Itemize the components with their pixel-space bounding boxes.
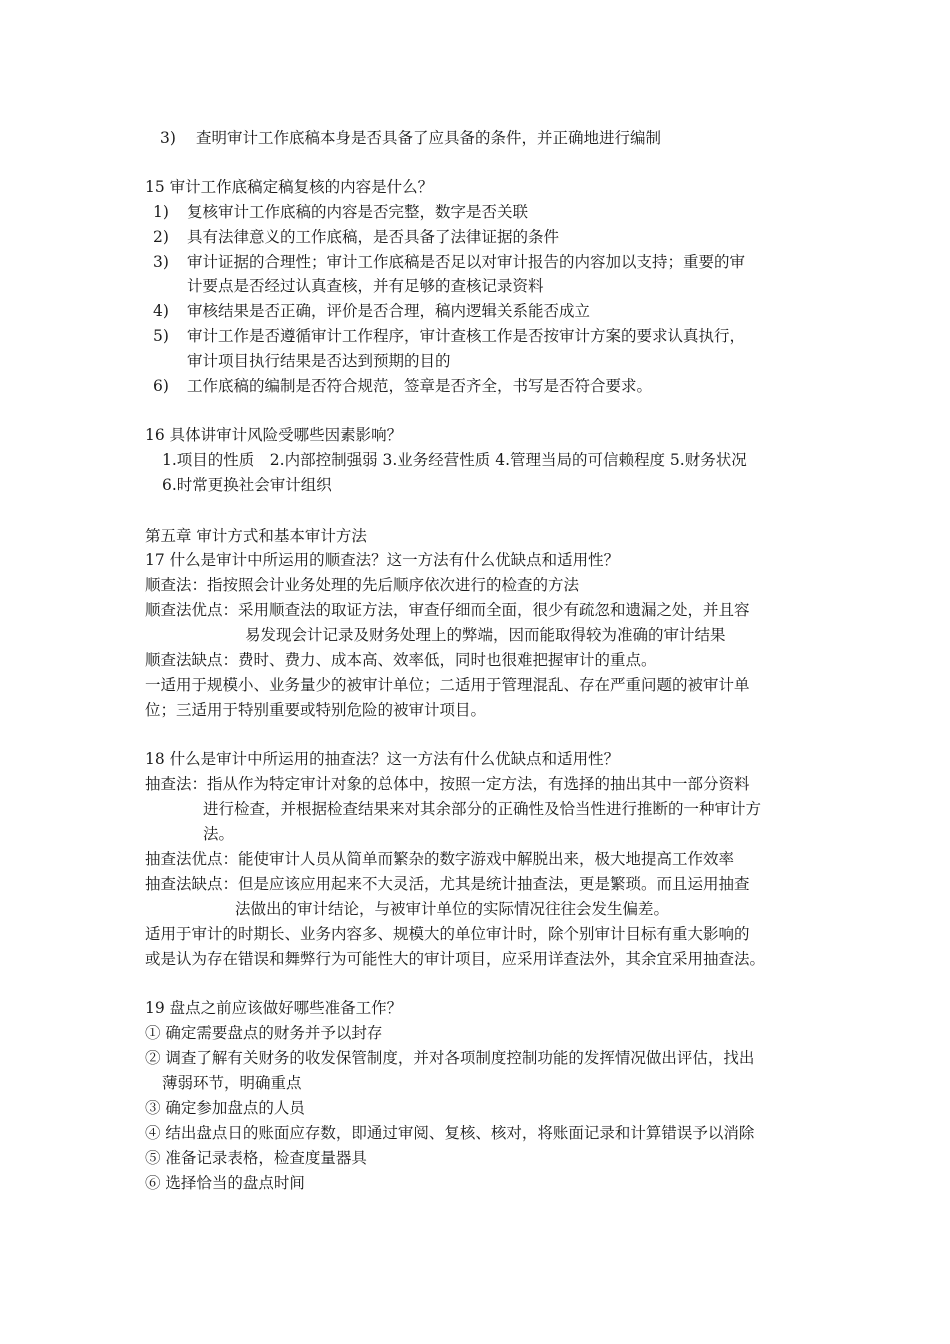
applicability-continued: 位；三适用于特别重要或特别危险的被审计项目。: [145, 701, 487, 719]
question-title: 17 什么是审计中所运用的顺查法？这一方法有什么优缺点和适用性？: [145, 551, 620, 569]
list-text: 查明审计工作底稿本身是否具备了应具备的条件，并正确地进行编制: [196, 129, 662, 147]
list-number: 5): [153, 327, 169, 345]
list-text: 审核结果是否正确，评价是否合理，稿内逻辑关系能否成立: [187, 302, 591, 320]
list-item: [153, 251, 745, 273]
advantages: 抽查法优点：能使审计人员从简单而繁杂的数字游戏中解脱出来，极大地提高工作效率: [145, 850, 735, 868]
applicability-continued: 或是认为存在错误和舞弊行为可能性大的审计项目，应采用详查法外，其余宜采用抽查法。: [145, 950, 766, 968]
list-item: ② 调查了解有关财务的收发保管制度，并对各项制度控制功能的发挥情况做出评估，找出: [145, 1049, 755, 1067]
question-title: 15 审计工作底稿定稿复核的内容是什么？: [145, 178, 434, 196]
list-item: [153, 325, 745, 347]
factor-list-continued: 6.时常更换社会审计组织: [162, 476, 332, 494]
list-text: 具有法律意义的工作底稿，是否具备了法律证据的条件: [187, 228, 560, 246]
list-number: 2): [153, 228, 169, 246]
list-item-continued: 薄弱环节，明确重点: [162, 1074, 302, 1092]
list-item: ⑥ 选择恰当的盘点时间: [145, 1174, 305, 1192]
list-number: 1): [153, 203, 169, 221]
list-item: ⑤ 准备记录表格，检查度量器具: [145, 1149, 367, 1167]
question-title: 18 什么是审计中所运用的抽查法？这一方法有什么优缺点和适用性？: [145, 750, 620, 768]
list-item: [160, 127, 661, 149]
list-number: 4): [153, 302, 169, 320]
applicability: 一适用于规模小、业务量少的被审计单位；二适用于管理混乱、存在严重问题的被审计单: [145, 676, 750, 694]
list-item: [153, 201, 528, 223]
chapter-heading: 第五章 审计方式和基本审计方法: [145, 527, 367, 545]
list-item: [153, 375, 652, 397]
disadvantages: 顺查法缺点：费时、费力、成本高、效率低，同时也很难把握审计的重点。: [145, 651, 657, 669]
advantages-continued: 易发现会计记录及财务处理上的弊端，因而能取得较为准确的审计结果: [245, 626, 726, 644]
question-title: 16 具体讲审计风险受哪些因素影响？: [145, 426, 403, 444]
list-text: 复核审计工作底稿的内容是否完整，数字是否关联: [187, 203, 529, 221]
factor-list: 1.项目的性质 2.内部控制强弱 3.业务经营性质 4.管理当局的可信赖程度 5.财务状况: [162, 451, 747, 469]
list-number: 3): [153, 253, 169, 271]
disadvantages-continued: 法做出的审计结论，与被审计单位的实际情况往往会发生偏差。: [235, 900, 670, 918]
definition: 抽查法：指从作为特定审计对象的总体中，按照一定方法，有选择的抽出其中一部分资料: [145, 775, 750, 793]
definition: 顺查法：指按照会计业务处理的先后顺序依次进行的检查的方法: [145, 576, 580, 594]
list-text-continued: 计要点是否经过认真查核，并有足够的查核记录资料: [187, 277, 544, 295]
list-text-continued: 审计项目执行结果是否达到预期的目的: [187, 352, 451, 370]
question-title: 19 盘点之前应该做好哪些准备工作？: [145, 999, 403, 1017]
list-number: 3): [160, 129, 176, 147]
disadvantages: 抽查法缺点：但是应该应用起来不大灵活，尤其是统计抽查法，更是繁琐。而且运用抽查: [145, 875, 750, 893]
list-item: ① 确定需要盘点的财务并予以封存: [145, 1024, 383, 1042]
applicability: 适用于审计的时期长、业务内容多、规模大的单位审计时，除个别审计目标有重大影响的: [145, 925, 750, 943]
definition-continued: 法。: [203, 825, 235, 843]
list-text: 审计工作是否遵循审计工作程序，审计查核工作是否按审计方案的要求认真执行，: [187, 327, 746, 345]
list-item: ③ 确定参加盘点的人员: [145, 1099, 305, 1117]
list-item: [153, 226, 559, 248]
list-text: 工作底稿的编制是否符合规范，签章是否齐全，书写是否符合要求。: [187, 377, 653, 395]
list-item: ④ 结出盘点日的账面应存数，即通过审阅、复核、核对，将账面记录和计算错误予以消除: [145, 1124, 755, 1142]
definition-continued: 进行检查，并根据检查结果来对其余部分的正确性及恰当性进行推断的一种审计方: [203, 800, 762, 818]
advantages: 顺查法优点：采用顺查法的取证方法，审查仔细而全面，很少有疏忽和遗漏之处，并且容: [145, 601, 750, 619]
list-text: 审计证据的合理性；审计工作底稿是否足以对审计报告的内容加以支持；重要的审: [187, 253, 746, 271]
list-number: 6): [153, 377, 169, 395]
list-item: [153, 300, 590, 322]
